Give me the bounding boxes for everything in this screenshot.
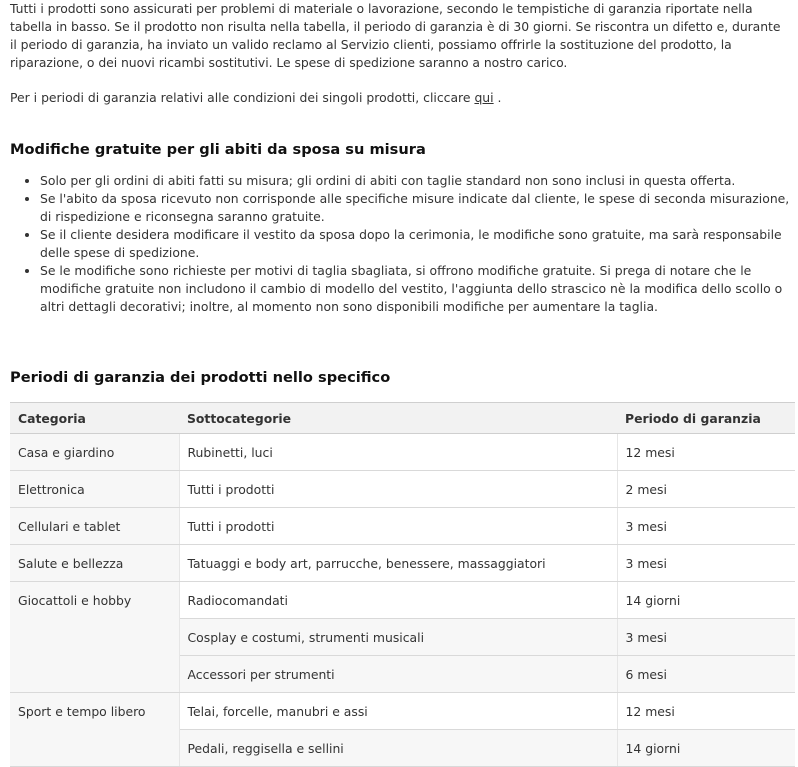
warranty-link-prefix: Per i periodi di garanzia relativi alle condizioni dei singoli prodotti, cliccare	[10, 90, 475, 105]
warranty-link-paragraph	[10, 89, 790, 107]
table-row	[10, 508, 795, 545]
table-row	[10, 693, 795, 730]
category-cell: Cellulari e tablet	[10, 508, 179, 545]
period-cell: 3 mesi	[617, 508, 795, 545]
subcategory-cell: Accessori per strumenti	[179, 656, 617, 693]
list-item: • Se il cliente desidera modificare il vestito da sposa dopo la cerimonia, le modifiche sono gratuite, ma sarà responsabile delle spese di spedizione.	[40, 226, 796, 262]
subcategory-cell: Radiocomandati	[179, 582, 617, 619]
column-header-subcategories: Sottocategorie	[179, 403, 617, 434]
list-item: • Se l'abito da sposa ricevuto non corrisponde alle specifiche misure indicate dal cliente, le spese di seconda misurazione, di rispedizione e riconsegna saranno gratuite.	[40, 190, 796, 226]
intro-paragraph: Tutti i prodotti sono assicurati per problemi di materiale o lavorazione, secondo le tempistiche di garanzia riportate nella tabella in basso. Se il prodotto non risulta nella tabella, il periodo di garanzia è di 30 giorni. Se riscontra un difetto e, durante il periodo di garanzia, ha inviato un valido reclamo al Servizio clienti, possiamo offrirle la sostituzione del prodotto, la riparazione, o dei nuovi ricambi sostitutivi. Le spese di spedizione saranno a nostro carico.	[10, 1, 781, 70]
category-cell: Salute e bellezza	[10, 545, 179, 582]
table-row	[10, 434, 795, 471]
list-item: • Solo per gli ordini di abiti fatti su misura; gli ordini di abiti con taglie standard non sono inclusi in questa offerta.	[40, 172, 796, 190]
category-cell: Sport e tempo libero	[10, 693, 179, 767]
warranty-link-suffix: .	[493, 90, 502, 105]
period-cell: 12 mesi	[617, 434, 795, 471]
warranty-table-heading: Periodi di garanzia dei prodotti nello specifico	[10, 369, 391, 386]
table-row	[10, 545, 795, 582]
period-cell: 14 giorni	[617, 582, 795, 619]
subcategory-cell: Cosplay e costumi, strumenti musicali	[179, 619, 617, 656]
subcategory-cell: Tutti i prodotti	[179, 508, 617, 545]
period-cell: 3 mesi	[617, 619, 795, 656]
column-header-category: Categoria	[10, 403, 179, 434]
column-header-period: Periodo di garanzia	[617, 403, 795, 434]
category-cell: Casa e giardino	[10, 434, 179, 471]
subcategory-cell: Telai, forcelle, manubri e assi	[179, 693, 617, 730]
period-cell: 6 mesi	[617, 656, 795, 693]
table-header-row	[10, 403, 795, 434]
period-cell: 14 giorni	[617, 730, 795, 767]
table-row	[10, 582, 795, 619]
modifications-list	[10, 172, 796, 316]
subcategory-cell: Tatuaggi e body art, parrucche, benessere, massaggiatori	[179, 545, 617, 582]
subcategory-cell: Tutti i prodotti	[179, 471, 617, 508]
category-cell: Giocattoli e hobby	[10, 582, 179, 693]
table-row	[10, 471, 795, 508]
subcategory-cell: Rubinetti, luci	[179, 434, 617, 471]
warranty-details-link[interactable]: qui	[474, 90, 494, 105]
list-item: • Se le modifiche sono richieste per motivi di taglia sbagliata, si offrono modifiche gratuite. Si prega di notare che le modifiche gratuite non includono il cambio di modello del vestito, l'aggiunta dello strascico nè la modifica dello scollo o altri dettagli decorativi; inoltre, al momento non sono disponibili modifiche per aumentare la taglia.	[40, 262, 796, 316]
category-cell: Elettronica	[10, 471, 179, 508]
modifications-heading: Modifiche gratuite per gli abiti da sposa su misura	[10, 141, 426, 158]
period-cell: 12 mesi	[617, 693, 795, 730]
subcategory-cell: Pedali, reggisella e sellini	[179, 730, 617, 767]
period-cell: 2 mesi	[617, 471, 795, 508]
warranty-table	[10, 402, 795, 767]
period-cell: 3 mesi	[617, 545, 795, 582]
